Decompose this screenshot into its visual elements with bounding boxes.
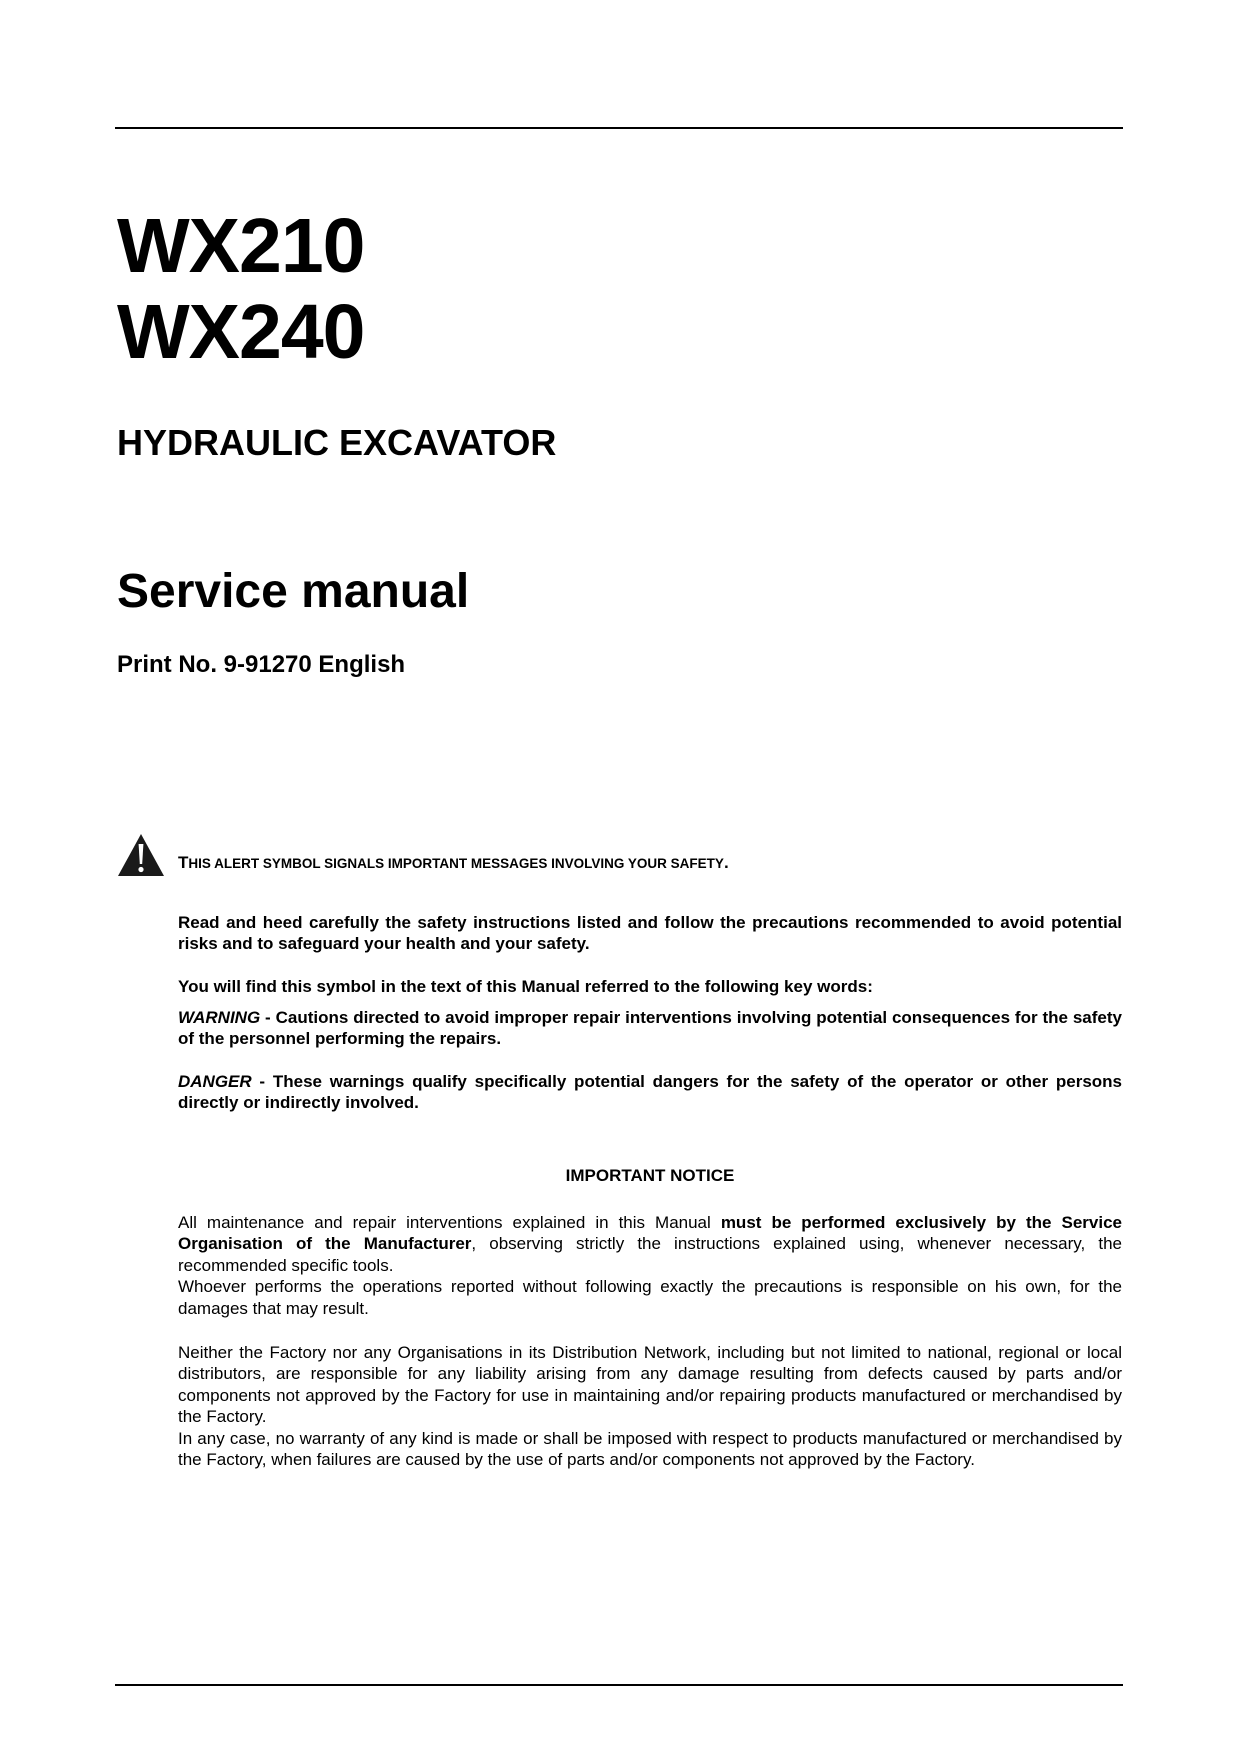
warning-keyword: WARNING xyxy=(178,1008,261,1027)
notice-p3: Neither the Factory nor any Organisations in its Distribution Network, including but not limited to national, regional or local distributors, are responsible for any liability arising from any damage resulting from defects caused by parts and/or components not approved by the Factory for use in maintaining and/or repairing products manufactured or merchandised by the Factory. xyxy=(178,1343,1122,1427)
read-heed-paragraph xyxy=(178,912,1122,955)
warning-triangle-icon xyxy=(117,833,165,877)
notice-p4: In any case, no warranty of any kind is made or shall be imposed with respect to products manufactured or merchandised by the Factory, when failures are caused by the use of parts and/or components not approved by the Factory. xyxy=(178,1428,1122,1470)
notice-paragraph-2 xyxy=(178,1342,1122,1470)
important-notice-title: IMPORTANT NOTICE xyxy=(565,1166,735,1185)
warning-paragraph xyxy=(178,1007,1122,1050)
symbol-intro-text: You will find this symbol in the text of this Manual referred to the following key words: xyxy=(178,977,873,996)
danger-text: - These warnings qualify specifically potential dangers for the safety of the operator or other persons directly or indirectly involved. xyxy=(178,1072,1122,1113)
notice-p1-start: All maintenance and repair interventions explained in this Manual xyxy=(178,1213,721,1232)
print-number: Print No. 9-91270 English xyxy=(117,651,406,678)
alert-end: . xyxy=(723,853,729,872)
notice-p1-end: , observing strictly the instructions explained using, whenever necessary, the recommended specific tools. xyxy=(178,1234,1122,1275)
alert-heading-text: HIS ALERT SYMBOL SIGNALS IMPORTANT MESSAGES INVOLVING YOUR SAFETY xyxy=(188,856,724,871)
machine-type: HYDRAULIC EXCAVATOR xyxy=(117,422,557,463)
notice-p2: Whoever performs the operations reported without following exactly the precautions is responsible on his own, for the damages that may result. xyxy=(178,1277,1122,1318)
document-title: Service manual xyxy=(117,565,470,618)
alert-heading xyxy=(178,853,729,873)
danger-paragraph xyxy=(178,1071,1122,1114)
read-heed-text: Read and heed carefully the safety instructions listed and follow the precautions recommended to avoid potential risks and to safeguard your health and your safety. xyxy=(178,913,1122,954)
notice-paragraph-1 xyxy=(178,1212,1122,1319)
bottom-rule xyxy=(115,1684,1123,1686)
danger-keyword: DANGER xyxy=(178,1072,252,1091)
warning-text: - Cautions directed to avoid improper repair interventions involving potential consequences for the safety of the personnel performing the repairs. xyxy=(178,1008,1122,1049)
model-title-1: WX210 xyxy=(117,203,365,289)
symbol-intro-paragraph xyxy=(178,976,1122,997)
top-rule xyxy=(115,127,1123,129)
alert-first-letter: T xyxy=(178,853,189,872)
notice-p1-bold: must be performed exclusively by the Service Organisation of the Manufacturer xyxy=(178,1213,1122,1254)
model-title-2: WX240 xyxy=(117,289,365,375)
